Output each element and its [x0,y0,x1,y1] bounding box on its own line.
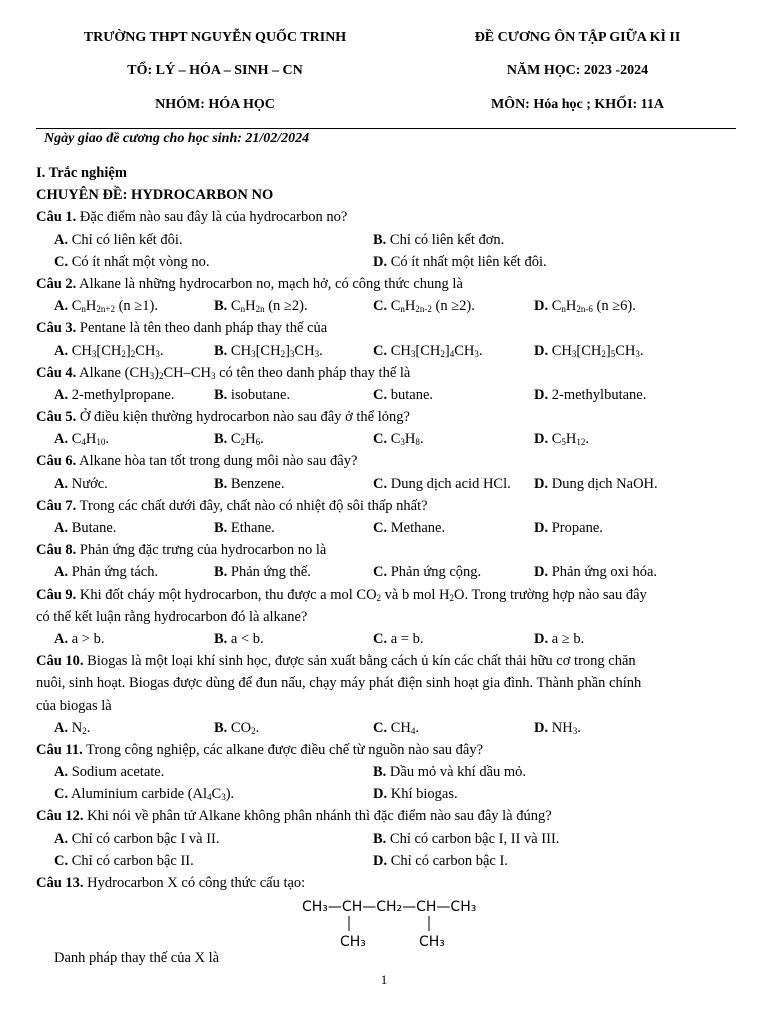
question-text: Đặc điểm nào sau đây là của hydrocarbon no? [79,209,348,226]
option-c[interactable]: C. Aluminium carbide $(Al_4C_3)$. [54,786,235,803]
option-d[interactable]: D. 2-methylbutane. [534,386,647,403]
option-d[interactable]: D. Dung dịch NaOH. [534,475,658,492]
option-a[interactable]: A. $C_4H_{10}$. [54,431,110,448]
option-a[interactable]: A. Nước. [54,475,108,492]
question-8: Câu 8. Phản ứng đặc trưng của hydrocarbon no là [36,542,327,559]
option-d[interactable]: D. Khí biogas. [373,786,458,803]
option-c[interactable]: C. $C_nH_{2n-2}$ (n ≥2). [373,298,475,315]
structural-formula [300,895,480,951]
option-b[interactable]: B. a < b. [214,630,264,647]
option-a[interactable]: A. $CH_3[CH_2]_2CH_3$. [54,342,164,359]
formula-branch-1: CH₃ [340,934,366,950]
question-13-followup: Danh pháp thay thế của X là [54,950,220,966]
question-13: Câu 13. Hydrocarbon X có công thức cấu tạo: [36,875,306,891]
school-year: NĂM HỌC: 2023 -2024 [506,63,649,78]
option-c[interactable]: C. $C_3H_8$. [373,431,424,448]
group-name: NHÓM: HÓA HỌC [155,97,275,112]
document-title: ĐỀ CƯƠNG ÔN TẬP GIỮA KÌ II [474,30,681,45]
option-b[interactable]: B. $CO_2$. [214,719,260,736]
option-b[interactable]: B. Ethane. [214,520,275,536]
option-b[interactable]: B. $C_2H_6$. [214,431,264,448]
options-q5 [36,428,732,450]
school-name: TRƯỜNG THPT NGUYỄN QUỐC TRINH [83,30,347,45]
question-6: Câu 6. Alkane hòa tan tốt trong dung môi nào sau đây? [36,453,358,470]
question-10-cont2: của biogas là [36,697,112,714]
option-b[interactable]: B. Dầu mỏ và khí dầu mỏ. [373,764,527,781]
question-5: Câu 5. Ở điều kiện thường hydrocarbon nào sau đây ở thể lỏng? [36,409,410,426]
option-a[interactable]: A. Sodium acetate. [54,764,165,781]
options-q9 [36,628,732,650]
question-9-cont: có thể kết luận rằng hydrocarbon đó là alkane? [36,608,308,625]
option-c[interactable]: C. Phản ứng cộng. [373,564,482,581]
options-q10 [36,717,732,739]
option-a[interactable]: A. a > b. [54,630,105,647]
option-b[interactable]: B. Phản ứng thế. [214,564,311,581]
option-a[interactable]: A. $N_2$. [54,719,91,736]
option-a[interactable]: A. Chỉ có liên kết đôi. [54,231,183,248]
question-11: Câu 11. Trong công nghiệp, các alkane được điều chế từ nguồn nào sau đây? [36,741,484,758]
options-q1-cd [36,251,732,273]
option-d[interactable]: D. a ≥ b. [534,630,585,647]
question-12: Câu 12. Khi nói về phân tử Alkane không phân nhánh thì đặc điểm nào sau đây là đúng? [36,808,552,825]
question-label: Câu 1. [36,209,77,226]
option-d[interactable]: D. $CH_3[CH_2]_5CH_3$. [534,342,644,359]
option-c[interactable]: C. $CH_3[CH_2]_4CH_3$. [373,342,483,359]
option-a[interactable]: A. $C_nH_{2n+2}$ (n ≥1). [54,298,158,315]
question-10: Câu 10. Biogas là một loại khí sinh học, được sản xuất bằng cách ủ kín các chất thải hữu cơ trong chăn [36,653,636,670]
question-1 [36,206,732,228]
option-a[interactable]: A. Butane. [54,520,117,536]
options-q1 [36,229,732,251]
question-list [36,162,732,894]
subject-grade: MÔN: Hóa học ; KHỐI: 11A [490,97,665,112]
structural-formula-svg [300,895,480,951]
options-q7 [36,517,732,539]
options-q8 [36,561,732,583]
option-b[interactable]: B. Benzene. [214,475,285,492]
option-d[interactable]: D. Có ít nhất một liên kết đôi. [373,253,547,270]
option-c[interactable]: C. a = b. [373,630,424,647]
section-heading: I. Trắc nghiệm [36,165,127,181]
option-c[interactable]: C. $CH_4$. [373,719,420,736]
option-c[interactable]: C. Có ít nhất một vòng no. [54,253,210,270]
formula-main-chain: CH₃—CH—CH₂—CH—CH₃ [302,899,477,915]
options-q12-cd [36,850,732,872]
option-d[interactable]: D. $NH_3$. [534,719,581,736]
question-2: Câu 2. Alkane là những hydrocarbon no, mạch hở, có công thức chung là [36,275,463,292]
option-d[interactable]: D. Propane. [534,520,603,536]
options-q12 [36,828,732,850]
formula-branch-2: CH₃ [419,934,445,950]
question-4: Câu 4. Alkane $(CH_3)_2CH-CH_3$ có tên theo danh pháp thay thế là [36,364,411,381]
page-number: 1 [380,972,388,987]
issue-date: Ngày giao đề cương cho học sinh: 21/02/2024 [44,131,310,146]
option-a[interactable]: A. Phản ứng tách. [54,564,159,581]
option-d[interactable]: D. Phản ứng oxi hóa. [534,564,658,581]
option-d[interactable]: D. $C_nH_{2n-6}$ (n ≥6). [534,298,636,315]
option-c[interactable]: C. Dung dịch acid HCl. [373,475,511,492]
options-q3 [36,340,732,362]
option-d[interactable]: D. $C_5H_{12}$. [534,431,590,448]
question-7: Câu 7. Trong các chất dưới đây, chất nào có nhiệt độ sôi thấp nhất? [36,497,428,514]
header-divider [36,128,736,129]
option-b[interactable]: B. Chỉ có carbon bậc I, II và III. [373,830,560,847]
option-a[interactable]: A. 2-methylpropane. [54,386,175,403]
option-c[interactable]: C. Chỉ có carbon bậc II. [54,852,194,869]
question-10-cont: nuôi, sinh hoạt. Biogas được dùng để đun nấu, chạy máy phát điện sinh hoạt gia đình. Thành phần chính [36,675,642,692]
question-3: Câu 3. Pentane là tên theo danh pháp thay thế của [36,320,328,337]
options-q11-cd [36,783,732,805]
options-q2 [36,295,732,317]
options-q11 [36,761,732,783]
topic-heading: CHUYÊN ĐỀ: HYDROCARBON NO [36,187,274,204]
option-b[interactable]: B. $CH_3[CH_2]_3CH_3$. [214,342,323,359]
option-d[interactable]: D. Chỉ có carbon bậc I. [373,852,508,869]
option-a[interactable]: A. Chỉ có carbon bậc I và II. [54,830,220,847]
option-b[interactable]: B. isobutane. [214,386,291,403]
option-c[interactable]: C. Methane. [373,520,446,536]
option-c[interactable]: C. butane. [373,386,434,403]
option-b[interactable]: B. $C_nH_{2n}$ (n ≥2). [214,298,308,315]
option-b[interactable]: B. Chỉ có liên kết đơn. [373,231,505,248]
options-q6 [36,473,732,495]
options-q4 [36,384,732,406]
department: TỔ: LÝ – HÓA – SINH – CN [127,63,303,78]
question-9: Câu 9. Khi đốt cháy một hydrocarbon, thu được a mol $CO_2$ và b mol $H_2O$. Trong trường hợp nào sau đây [36,586,647,603]
